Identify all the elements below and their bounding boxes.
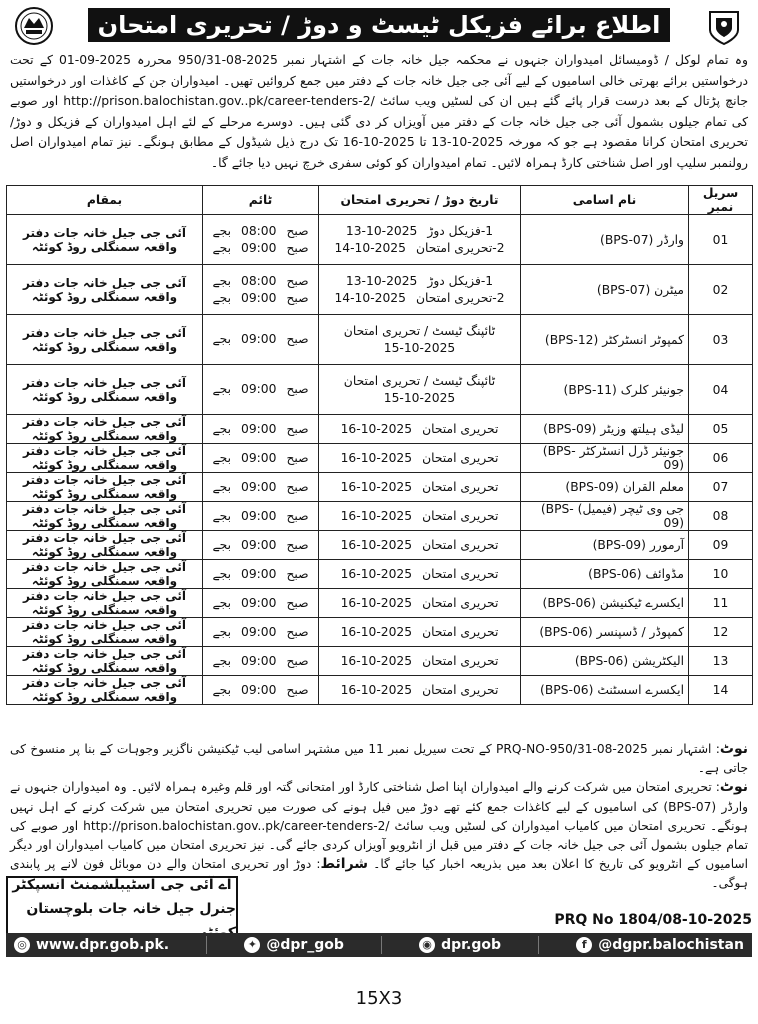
time-entry [207,566,314,583]
baje-label: بجے [212,240,232,255]
date-cell [319,589,521,618]
venue-cell [7,589,203,618]
note-text: کی اسامیوں کے لیے کاغذات جمع کئے تھے دوڑ میں فیل ہونے کی صورت میں تحریری امتحان میں شرکت کرنے کے اہل نہیں ہونگے۔ تحریری امتحان میں کامیاب امیدواران کی لسٹیں ویب سائٹ [10,799,749,833]
venue-cell [7,676,203,705]
baje-label: بجے [212,624,232,639]
morning-label: صبح [286,382,309,396]
post-cell [521,676,689,705]
social-twitter[interactable] [244,937,344,953]
post-bps: (BPS-09) [565,480,619,494]
venue-cell [7,502,203,531]
serial-cell: 08 [689,502,753,531]
post-bps: (BPS-09) [540,502,684,530]
instagram-icon: ◉ [419,937,435,953]
serial-cell: 05 [689,415,753,444]
time-cell [203,415,319,444]
social-bar [6,933,752,957]
note-1: نوٹ: اشتہار نمبر PRQ-NO-950/31-08-2025 کے تحت سیریل نمبر 11 میں مشتہر اسامی لیب ٹیکنیشن ناگزیر وجوہات کے بنا پر منسوخ کی جاتی ہے۔ [10,741,749,776]
exam-type: ٹائپنگ ٹیسٹ / تحریری امتحان [343,323,496,338]
time-entry [207,381,314,398]
time-value: 08:00 [241,223,277,238]
note-label: نوٹ [719,779,749,796]
morning-label: صبح [286,240,309,255]
baje-label: بجے [212,332,232,346]
post-cell [521,473,689,502]
serial-cell: 06 [689,444,753,473]
baje-label: بجے [212,223,232,238]
venue-cell [7,444,203,473]
morning-label: صبح [286,450,309,465]
time-value: 09:00 [241,450,277,465]
exam-date: 16-10-2025 [340,653,413,668]
venue-cell [7,647,203,676]
date-entry [323,373,516,407]
table-row [7,647,753,676]
post-bps: (BPS-11) [563,382,617,397]
social-twitter-text: @dpr_gob [266,937,344,953]
exam-type: تحریری امتحان [422,653,499,668]
date-entry [323,421,516,438]
venue-text: آئی جی جیل خانہ جات دفتر واقعہ سمنگلی روڈ کوئٹہ [23,531,186,559]
date-cell [319,647,521,676]
social-website-text: www.dpr.gob.pk. [36,937,170,953]
time-value: 09:00 [241,290,277,305]
date-cell [319,215,521,265]
note-text: اور صوبے کی تمام جیلوں بشمول آئی جی جیل خانہ جات کے دفتر میں قبل از انٹرویو آویزاں کردی جائے گی۔ نیز تحریری امتحان میں کامیاب امیدواران اور دیگر اسامیوں کے انٹرویو کی تاریخ کا اعلان بعد میں بذریعہ اخبار کیا جائے گا۔ [10,818,749,872]
table-row [7,560,753,589]
post-cell [521,365,689,415]
ad-size-label: 15X3 [355,988,403,1009]
baje-label: بجے [212,479,232,494]
date-cell [319,618,521,647]
post-name: معلم القران [622,480,684,494]
time-value: 08:00 [241,273,277,288]
exam-date: 16-10-2025 [340,624,413,639]
exam-type: تحریری امتحان [422,566,499,581]
date-entry [323,595,516,612]
time-cell [203,502,319,531]
venue-text: آئی جی جیل خانہ جات دفتر واقعہ سمنگلی روڈ کوئٹہ [23,502,186,530]
header-venue: بمقام [7,186,203,215]
conditions-text: دوڑ اور تحریری امتحان والے دن موبائل فون لانے پر پابندی ہوگی۔ [10,857,748,891]
morning-label: صبح [286,653,309,668]
post-cell [521,589,689,618]
venue-text: آئی جی جیل خانہ جات دفتر واقعہ سمنگلی روڈ کوئٹہ [23,415,186,443]
to-date: 16-10-2025 [342,134,415,150]
exam-date: 14-10-2025 [334,290,406,305]
date-cell [319,365,521,415]
serial-cell: 11 [689,589,753,618]
facebook-icon: f [576,937,592,953]
table-row [7,473,753,502]
baje-label: بجے [212,653,232,668]
date-entry [323,240,516,257]
time-entry [207,223,314,240]
baje-label: بجے [212,382,232,396]
baje-label: بجے [212,537,232,552]
intro-text: وہ تمام لوکل / ڈومیسائل امیدواران جنہوں نے محکمہ جیل خانہ جات کے اشتہار نمبر [283,52,748,67]
post-name: الیکٹریشن [632,654,684,668]
time-value: 09:00 [241,508,277,523]
post-name: کمپوڈر / ڈسپنسر [596,625,684,639]
baje-label: بجے [212,508,232,523]
time-value: 09:00 [241,682,277,697]
exam-type: تحریری امتحان [422,624,499,639]
baje-label: بجے [212,421,232,436]
post-cell [521,215,689,265]
venue-cell [7,415,203,444]
note-text: تحریری امتحان میں شرکت کرنے والے امیدواران اپنا اصل شناختی کارڈ اور امتحانی گتہ اور قلم وغیرہ ہمراہ لائیں۔ وہ امیدواران جنہوں نے وارڈر [10,780,748,814]
time-cell [203,444,319,473]
ad-number: 950/31-08-2025 [178,52,278,67]
time-cell [203,589,319,618]
header-time: ٹائم [203,186,319,215]
time-entry [207,595,314,612]
note-reference: PRQ-NO-950/31-08-2025 [496,742,648,756]
signature-line: اے آئی جی اسٹیبلشمنٹ انسپکٹر [12,877,232,893]
serial-cell: 01 [689,215,753,265]
time-entry [207,290,314,307]
morning-label: صبح [286,595,309,610]
social-website[interactable] [14,937,169,953]
exam-date: 16-10-2025 [340,450,413,465]
date-cell [319,473,521,502]
table-row [7,265,753,315]
time-entry [207,682,314,699]
venue-text: آئی جی جیل خانہ جات دفتر واقعہ سمنگلی روڈ کوئٹہ [23,225,186,254]
date-entry [323,290,516,307]
time-value: 09:00 [241,595,277,610]
venue-cell [7,618,203,647]
post-name: ایکسرے اسسٹنٹ [597,683,684,697]
time-cell [203,647,319,676]
exam-date: 16-10-2025 [340,508,413,523]
morning-label: صبح [286,682,309,697]
conditions-label: شرائط [320,856,369,873]
baje-label: بجے [212,273,232,288]
time-entry [207,653,314,670]
table-header-row [7,186,753,215]
date-cell [319,315,521,365]
post-cell [521,265,689,315]
date-entry [323,682,516,699]
post-bps: (BPS-12) [544,332,599,347]
exam-type: ٹائپنگ ٹیسٹ / تحریری امتحان [343,373,496,388]
date-cell [319,415,521,444]
exam-type: تحریری امتحان [422,537,499,552]
time-cell [203,265,319,315]
baje-label: بجے [212,682,232,697]
date-cell [319,676,521,705]
time-value: 09:00 [241,566,277,581]
exam-type: تحریری امتحان [422,421,499,436]
time-entry [207,479,314,496]
page-title: اطلاع برائے فزیکل ٹیسٹ و دوڑ / تحریری امتحان [88,8,670,42]
post-name: لیڈی ہیلتھ وزیٹر [600,422,684,436]
venue-text: آئی جی جیل خانہ جات دفتر واقعہ سمنگلی روڈ کوئٹہ [23,560,186,588]
serial-cell: 12 [689,618,753,647]
baje-label: بجے [212,450,232,465]
social-instagram-text: dpr.gob [441,937,502,953]
date-entry [323,479,516,496]
baje-label: بجے [212,290,232,305]
serial-cell: 07 [689,473,753,502]
time-cell [203,365,319,415]
government-emblem-icon [702,6,746,46]
website-link[interactable]: http://prison.balochistan.gov..pk/career-tenders-2/ [63,93,375,109]
globe-icon: ◎ [14,937,30,953]
venue-text: آئی جی جیل خانہ جات دفتر واقعہ سمنگلی روڈ کوئٹہ [23,647,186,675]
schedule-table [6,185,753,705]
venue-cell [7,560,203,589]
time-cell [203,618,319,647]
baje-label: بجے [212,566,232,581]
post-name: کمپوٹر انسٹرکٹر [602,332,684,347]
morning-label: صبح [286,223,309,238]
time-entry [207,273,314,290]
table-row [7,676,753,705]
venue-cell [7,265,203,315]
post-bps: (BPS-06) [540,683,594,697]
time-entry [207,537,314,554]
post-name: ایکسرے ٹیکنیشن [599,596,684,610]
exam-date: 16-10-2025 [340,682,413,697]
time-entry [207,421,314,438]
venue-cell [7,315,203,365]
post-name: میٹرن [654,282,684,297]
exam-date: 14-10-2025 [334,240,406,255]
exam-type: تحریری امتحان [422,508,499,523]
post-bps: (BPS-09) [543,422,597,436]
post-cell [521,531,689,560]
social-instagram[interactable] [419,937,501,953]
note-label: نوٹ [719,741,749,757]
exam-date: 16-10-2025 [340,421,413,436]
serial-cell: 10 [689,560,753,589]
morning-label: صبح [286,624,309,639]
post-name: مڈوائف [645,567,684,581]
morning-label: صبح [286,566,309,581]
intro-text: کے تحت درخواستیں برائے بھرتی خالی اسامیوں کے لیے آئی جی جیل خانہ جات کے دفتر میں جمع کروائیں تھیں۔ امیدواران جن کے کاغذات اور درخواستیں جانچ پڑتال کے بعد درست قرار پائے گئے ہیں ان کی لسٹیں ویب سائٹ [10,52,748,109]
venue-text: آئی جی جیل خانہ جات دفتر واقعہ سمنگلی روڈ کوئٹہ [23,325,186,354]
from-date: 13-10-2025 [431,134,504,150]
venue-text: آئی جی جیل خانہ جات دفتر واقعہ سمنگلی روڈ کوئٹہ [23,589,186,617]
table-row [7,315,753,365]
serial-cell: 09 [689,531,753,560]
date-cell [319,531,521,560]
date-cell [319,560,521,589]
post-bps: (BPS-06) [542,596,596,610]
social-facebook[interactable] [576,937,744,953]
time-value: 09:00 [241,624,277,639]
date-entry [323,223,516,240]
date-entry [323,537,516,554]
table-row [7,415,753,444]
venue-text: آئی جی جیل خانہ جات دفتر واقعہ سمنگلی روڈ کوئٹہ [23,473,186,501]
post-cell [521,415,689,444]
morning-label: صبح [286,273,309,288]
time-cell [203,560,319,589]
post-name: وارڈر [657,232,684,247]
header-post: نام اسامی [521,186,689,215]
intro-text: تا [419,134,427,150]
venue-cell [7,365,203,415]
date-cell [319,444,521,473]
ad-date: 01-09-2025 [59,52,132,67]
exam-type: 2-تحریری امتحان [415,290,505,305]
exam-date: 13-10-2025 [345,223,418,238]
exam-date: 16-10-2025 [340,595,413,610]
post-name: آرمورر [649,538,684,552]
exam-type: تحریری امتحان [422,595,499,610]
date-entry [323,273,516,290]
intro-text: اور صوبے کی تمام جیلوں بشمول آئی جی جیل خانہ جات کے دفتر میں آویزاں کر دی گئی ہیں۔ دوسرے مرحلے کے لئے اہل امیدواران کے فزیکل و دوڑ/ تحریری امتحان کرانا مقصود ہے جو کہ مورخہ [10,93,748,150]
exam-type: تحریری امتحان [422,682,499,697]
note-bps: (BPS-07) [663,799,717,814]
time-value: 09:00 [241,479,277,494]
morning-label: صبح [286,508,309,523]
exam-date: 16-10-2025 [340,479,413,494]
note-text: کے تحت سیریل نمبر 11 میں مشتہر اسامی لیب ٹیکنیشن ناگزیر وجوہات کے بنا پر منسوخ کی جاتی ہے۔ [10,742,748,776]
post-bps: (BPS-09) [592,538,646,552]
morning-label: صبح [286,421,309,436]
time-entry [207,624,314,641]
time-value: 09:00 [241,382,277,396]
exam-date: 16-10-2025 [340,537,413,552]
time-value: 09:00 [241,537,277,552]
time-cell [203,676,319,705]
time-cell [203,531,319,560]
serial-cell: 13 [689,647,753,676]
morning-label: صبح [286,290,309,305]
time-entry [207,450,314,467]
time-value: 09:00 [241,653,277,668]
department-logo-icon [12,6,56,46]
venue-text: آئی جی جیل خانہ جات دفتر واقعہ سمنگلی روڈ کوئٹہ [23,618,186,646]
post-bps: (BPS-07) [600,232,654,247]
venue-cell [7,473,203,502]
post-cell [521,618,689,647]
date-entry [323,450,516,467]
exam-type: 1-فزیکل دوڑ [427,223,494,238]
twitter-icon: ✦ [244,937,260,953]
table-row [7,589,753,618]
time-value: 09:00 [241,332,277,346]
serial-cell: 14 [689,676,753,705]
exam-type: تحریری امتحان [422,450,499,465]
divider [381,936,382,954]
post-bps: (BPS-06) [539,625,593,639]
prq-number: PRQ No 1804/08-10-2025 [554,912,752,928]
venue-text: آئی جی جیل خانہ جات دفتر واقعہ سمنگلی روڈ کوئٹہ [23,275,186,304]
venue-cell [7,531,203,560]
exam-type: تحریری امتحان [422,479,499,494]
notes-section [10,740,748,894]
serial-cell: 04 [689,365,753,415]
exam-date: 13-10-2025 [345,273,418,288]
intro-paragraph [10,50,748,174]
morning-label: صبح [286,332,309,346]
time-entry [207,240,314,257]
venue-text: آئی جی جیل خانہ جات دفتر واقعہ سمنگلی روڈ کوئٹہ [23,444,186,472]
intro-text: تک درج ذیل شیڈول کے مطابق ہونگے۔ نیز تمام امیدواران اصل رولنمبر سلیپ اور اصل شناختی کارڈ ہمراہ لائیں۔ تمام امیدواران کو کوئی سفری خرچ نہیں دیا جائے گا۔ [10,134,748,170]
date-cell [319,502,521,531]
time-entry [207,331,314,348]
time-cell [203,215,319,265]
morning-label: صبح [286,479,309,494]
exam-date: 15-10-2025 [383,340,456,355]
post-name: جی وی ٹیچر (فیمیل) [577,502,684,516]
table-row [7,618,753,647]
exam-type: 2-تحریری امتحان [415,240,505,255]
table-row [7,365,753,415]
table-row [7,444,753,473]
post-cell [521,315,689,365]
social-facebook-text: @dgpr.balochistan [598,937,744,953]
table-row [7,502,753,531]
post-bps: (BPS-09) [542,444,684,472]
divider [206,936,207,954]
venue-text: آئی جی جیل خانہ جات دفتر واقعہ سمنگلی روڈ کوئٹہ [23,676,186,704]
date-cell [319,265,521,315]
date-entry [323,508,516,525]
divider [538,936,539,954]
time-value: 09:00 [241,421,277,436]
post-bps: (BPS-06) [588,567,642,581]
header [6,6,752,46]
post-name: جونیئر ڈرل انسٹرکٹر [579,444,684,458]
header-serial: سریل نمبر [689,186,753,215]
post-bps: (BPS-07) [596,282,651,297]
baje-label: بجے [212,595,232,610]
intro-text: محررہ [137,52,172,67]
post-cell [521,502,689,531]
time-cell [203,315,319,365]
exam-date: 15-10-2025 [383,390,456,405]
post-cell [521,647,689,676]
date-entry [323,653,516,670]
post-name: جونیئر کلرک [620,382,684,397]
post-bps: (BPS-06) [574,654,629,668]
date-entry [323,624,516,641]
time-cell [203,473,319,502]
post-cell [521,444,689,473]
morning-label: صبح [286,537,309,552]
time-value: 09:00 [241,240,277,255]
website-link[interactable]: http://prison.balochistan.gov..pk/career-tenders-2/ [83,818,390,833]
signature-line: جنرل جیل خانہ جات بلوچستان [26,901,236,917]
exam-date: 16-10-2025 [340,566,413,581]
venue-text: آئی جی جیل خانہ جات دفتر واقعہ سمنگلی روڈ کوئٹہ [23,375,186,404]
serial-cell: 02 [689,265,753,315]
serial-cell: 03 [689,315,753,365]
table-row [7,215,753,265]
note-2: نوٹ: تحریری امتحان میں شرکت کرنے والے امیدواران اپنا اصل شناختی کارڈ اور امتحانی گتہ اور قلم وغیرہ ہمراہ لائیں۔ وہ امیدواران جنہوں نے وارڈر (BPS-07) کی اسامیوں کے لیے کاغذات جمع کئے تھے دوڑ میں فیل ہونے کی صورت میں تحریری امتحان میں شرکت کرنے کے اہل نہیں ہونگے۔ تحریری امتحان میں کامیاب امیدواران کی لسٹیں ویب سائٹ http://prison.balochistan.gov..pk/career-tenders-2/ اور صوبے کی تمام جیلوں بشمول آئی جی جیل خانہ جات کے دفتر میں قبل از انٹرویو آویزاں کردی جائے گی۔ نیز تحریری امتحان میں کامیاب امیدواران اور دیگر اسامیوں کے انٹرویو کی تاریخ کا اعلان بعد میں بذریعہ اخبار کیا جائے گا۔ شرائط: دوڑ اور تحریری امتحان والے دن موبائل فون لانے پر پابندی ہوگی۔ [10,779,749,891]
date-entry [323,323,516,357]
date-entry [323,566,516,583]
post-cell [521,560,689,589]
header-date: تاریخ دوڑ / تحریری امتحان [319,186,521,215]
table-row [7,531,753,560]
time-entry [207,508,314,525]
note-text: اشتہار نمبر [652,742,712,756]
venue-cell [7,215,203,265]
exam-type: 1-فزیکل دوڑ [427,273,494,288]
